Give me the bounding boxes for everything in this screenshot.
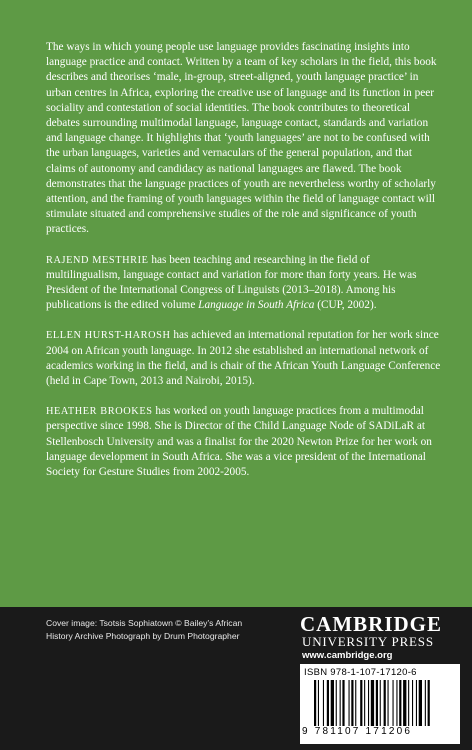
author-name: RAJEND MESTHRIE (46, 254, 149, 266)
author-bio-text: (CUP, 2002). (314, 299, 377, 312)
isbn-barcode (300, 664, 460, 744)
book-description: The ways in which young people use language provides fascinating insights into language practice and contact. Written by a team of key scholars in the field, this book describes and theorises ‘male, in-group, street-aligned, youth language practice’ in urban centres in Africa, exploring the creative use of language and its function in peer sociality and contestation of social identities. The book contributes to theoretical debates surrounding multimodal language, language contact, standards and variation and language change. It highlights that ‘youth languages’ are not to be confused with the urban languages, varieties and vernaculars of the general population, and that claims of autonomy and candidacy as national languages are flawed. The book demonstrates that the language practices of youth are nevertheless worthy of scholarly attention, and the framing of youth languages within the field of language contact will stimulate situated and comprehensive studies of the role and significance of youth practices. (46, 41, 437, 236)
publisher-logo (300, 613, 460, 662)
cover-image-credit: Cover image: Tsotsis Sophiatown © Bailey’s African History Archive Photograph by Drum Photographer (46, 618, 243, 641)
publisher-url: www.cambridge.org (302, 650, 393, 661)
author-bio-brookes (46, 404, 442, 480)
isbn-label: ISBN 978-1-107-17120-6 (304, 667, 417, 678)
barcode-digits: 9 781107 171206 (302, 726, 413, 737)
book-title-reference: Language in South Africa (198, 299, 315, 312)
author-name: ELLEN HURST-HAROSH (46, 330, 171, 342)
publisher-name: CAMBRIDGE (300, 612, 443, 636)
publisher-press: UNIVERSITY PRESS (302, 634, 434, 649)
author-bio-text: has achieved an international reputation for her work since 2004 on African youth language. In 2012 she established an international network of academics working in the field, and is chair of the African Youth Language Conference (held in Cape Town, 2013 and Nairobi, 2015). (46, 329, 441, 388)
author-bio-text: has been teaching and researching in the field of multilingualism, language contact and variation for more than forty years. He was President of the International Congress of Linguists (2013–2018). Among his publications is the edited volume (46, 253, 417, 312)
author-bio-mesthrie (46, 253, 442, 314)
author-bio-text: has worked on youth language practices from a multimodal perspective since 1998. She is Director of the Child Language Node of SADiLaR at Stellenbosch University and was a finalist for the 2020 Newton Prize for her work on language development in South Africa. She was a vice president of the International Society for Gesture Studies from 2002-2005. (46, 405, 432, 479)
barcode-bars-icon (314, 680, 454, 732)
back-cover-text (46, 40, 442, 495)
author-bio-hurst-harosh (46, 328, 442, 389)
cover-footer (0, 607, 472, 750)
author-name: HEATHER BROOKES (46, 406, 153, 418)
